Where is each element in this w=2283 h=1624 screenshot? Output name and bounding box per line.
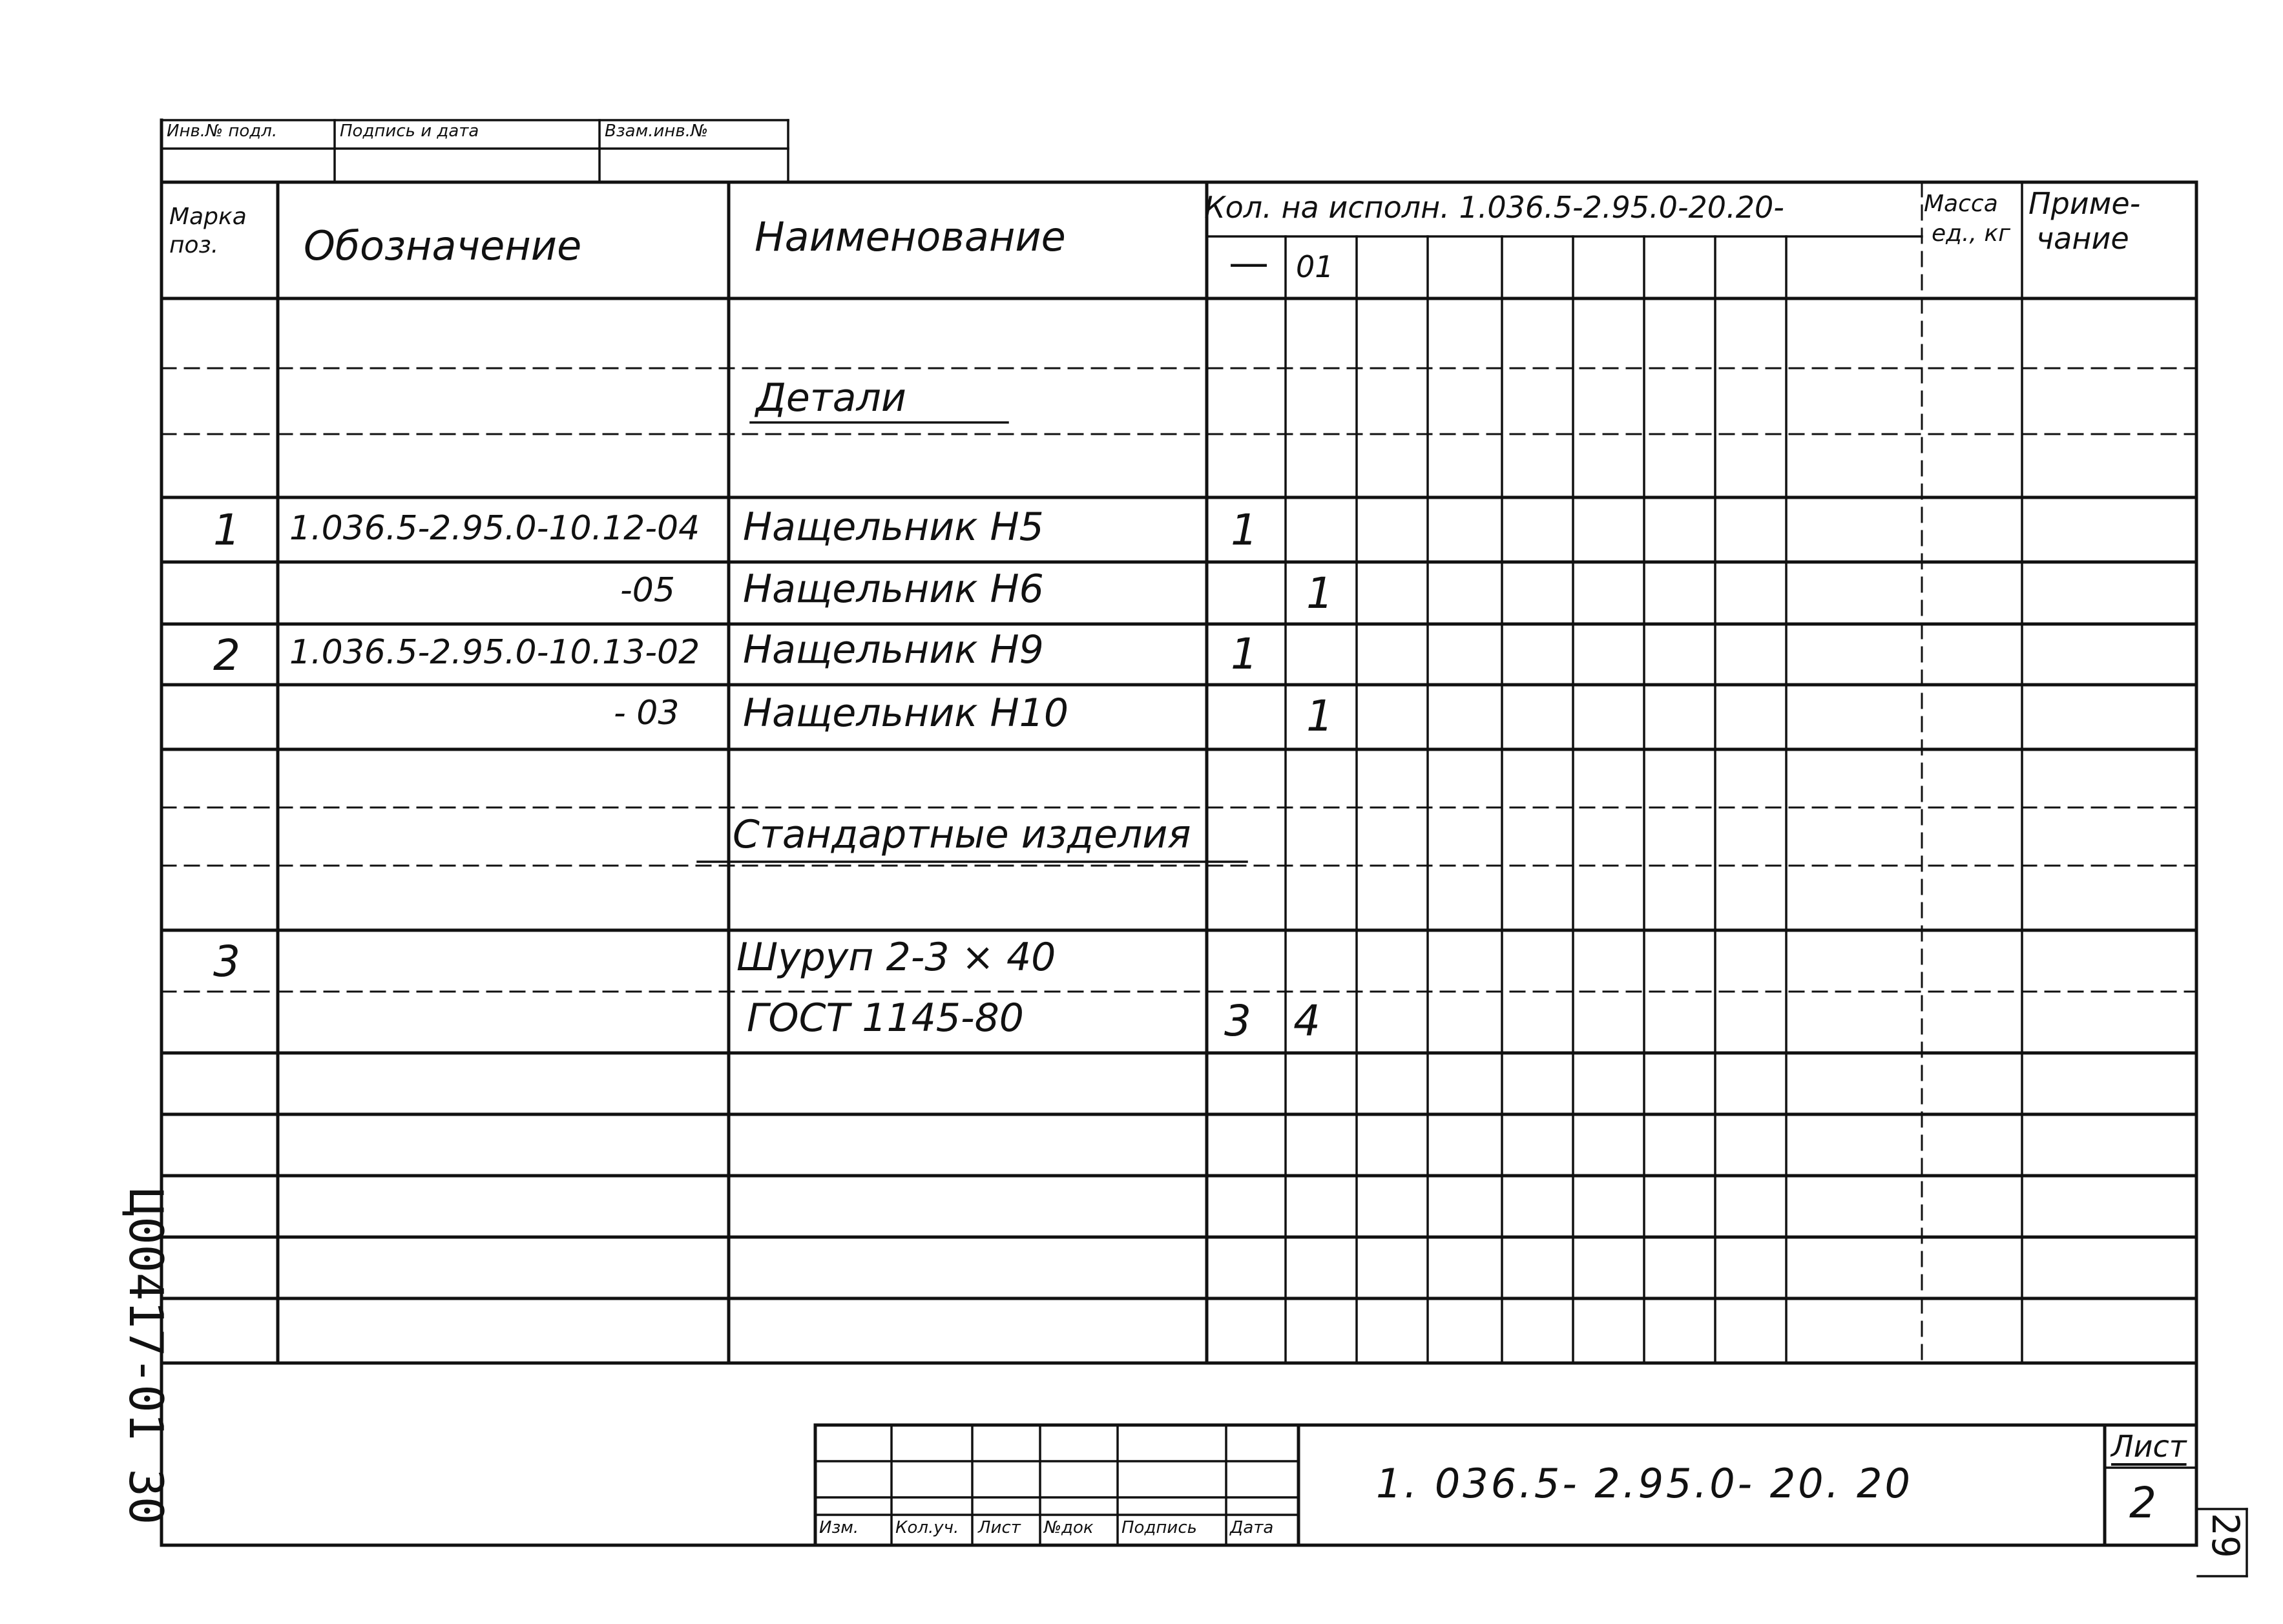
header-qty-per-exec: Кол. на исполн. 1.036.5-2.95.0-20.20- bbox=[1204, 190, 1784, 225]
tb-label-ndok: №док bbox=[1044, 1518, 1094, 1537]
header-name: Наименование bbox=[755, 213, 1066, 260]
row-1-pos: 1 bbox=[213, 505, 240, 555]
row-1-name: Нащельник Н5 bbox=[743, 505, 1044, 550]
tb-label-data: Дата bbox=[1230, 1518, 1274, 1537]
row-4-designation: - 03 bbox=[614, 694, 680, 733]
stamp-signature-date-label: Подпись и дата bbox=[340, 121, 479, 141]
row-3-pos: 2 bbox=[213, 630, 240, 680]
sheet-number: 2 bbox=[2129, 1478, 2156, 1528]
archive-code: Ц00417-01 30 bbox=[119, 1189, 173, 1525]
row-3-designation: 1.036.5-2.95.0-10.13-02 bbox=[289, 633, 700, 672]
tb-label-kol-uch: Кол.уч. bbox=[895, 1518, 959, 1537]
row-1-q1: 1 bbox=[1231, 505, 1258, 555]
row-5-pos: 3 bbox=[213, 937, 240, 986]
header-exec-col-1: — bbox=[1229, 239, 1269, 286]
page-number: 29 bbox=[2204, 1513, 2247, 1558]
header-note-2: чание bbox=[2036, 221, 2129, 256]
header-pos-label-2: поз. bbox=[169, 232, 219, 258]
sheet-label: Лист bbox=[2111, 1429, 2187, 1464]
row-4-q2: 1 bbox=[1306, 691, 1333, 741]
section-parts-title: Детали bbox=[756, 375, 906, 421]
document-code: 1. 036.5- 2.95.0- 20. 20 bbox=[1376, 1460, 1913, 1507]
row-2-name: Нащельник Н6 bbox=[743, 567, 1044, 612]
header-note-1: Приме- bbox=[2028, 186, 2141, 221]
stamp-inv-no-label: Инв.№ подл. bbox=[167, 121, 278, 141]
row-3-name: Нащельник Н9 bbox=[743, 627, 1044, 672]
header-exec-col-2: 01 bbox=[1296, 249, 1334, 284]
row-6-name: ГОСТ 1145-80 bbox=[747, 995, 1024, 1041]
header-pos-label-1: Марка bbox=[169, 203, 247, 230]
row-2-q2: 1 bbox=[1306, 568, 1333, 618]
row-4-name: Нащельник Н10 bbox=[743, 691, 1069, 736]
row-6-q1: 3 bbox=[1224, 996, 1251, 1046]
section-standard-title: Стандартные изделия bbox=[733, 812, 1191, 857]
row-5-name: Шуруп 2-3 × 40 bbox=[736, 935, 1056, 980]
header-mass-1: Масса bbox=[1924, 191, 1998, 217]
tb-label-podpis: Подпись bbox=[1121, 1518, 1197, 1537]
header-designation: Обозначение bbox=[304, 222, 582, 269]
stamp-replace-inv-label: Взам.инв.№ bbox=[605, 121, 708, 141]
row-1-designation: 1.036.5-2.95.0-10.12-04 bbox=[289, 509, 700, 548]
tb-label-list: Лист bbox=[978, 1518, 1021, 1537]
tb-label-izm: Изм. bbox=[819, 1518, 859, 1537]
row-2-designation: -05 bbox=[620, 571, 675, 610]
row-6-q2: 4 bbox=[1293, 996, 1320, 1046]
header-mass-2: ед., кг bbox=[1932, 220, 2011, 247]
row-3-q1: 1 bbox=[1231, 629, 1258, 679]
